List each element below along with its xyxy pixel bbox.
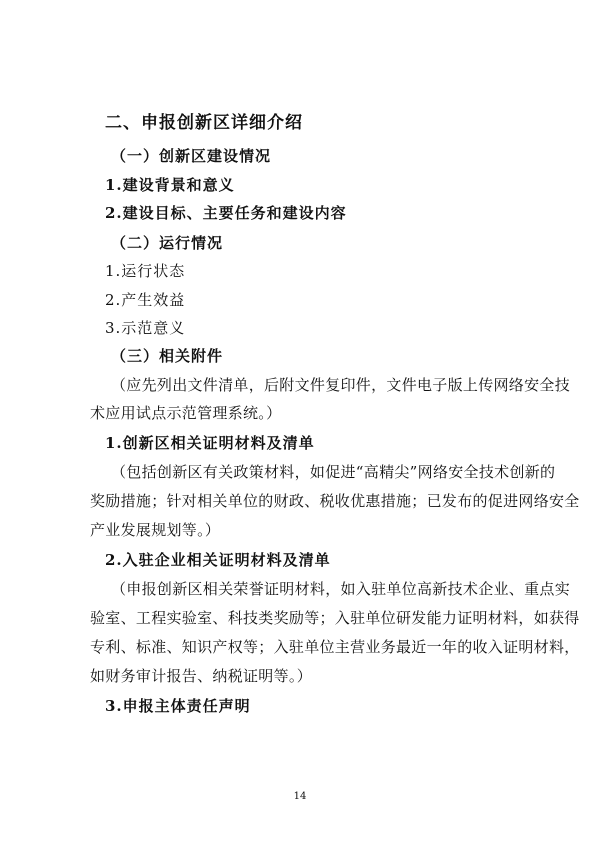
page-number: 14 bbox=[293, 791, 307, 802]
list-item: 3.示范意义 bbox=[105, 319, 186, 337]
paragraph-line: （应先列出文件清单，后附文件复印件，文件电子版上传网络安全技 bbox=[111, 376, 571, 394]
paragraph-line: 术应用试点示范管理系统。） bbox=[90, 404, 282, 422]
subsection-title-attachments: （三）相关附件 bbox=[111, 347, 224, 365]
paragraph-line: 产业发展规划等。） bbox=[90, 521, 221, 539]
list-item: 2.建设目标、主要任务和建设内容 bbox=[105, 204, 347, 222]
list-item: 2.产生效益 bbox=[105, 291, 186, 309]
paragraph-line: 验室、工程实验室、科技类奖励等；入驻单位研发能力证明材料，如获得 bbox=[90, 609, 580, 627]
subsection-title-construction: （一）创新区建设情况 bbox=[111, 147, 272, 165]
attachment-title-responsibility-statement: 3.申报主体责任声明 bbox=[105, 697, 251, 715]
paragraph-line: 奖励措施；针对相关单位的财政、税收优惠措施；已发布的促进网络安全 bbox=[90, 492, 580, 510]
paragraph-line: （申报创新区相关荣誉证明材料，如入驻单位高新技术企业、重点实 bbox=[111, 580, 571, 598]
list-item: 1.建设背景和意义 bbox=[105, 176, 235, 194]
attachment-title-enterprise-materials: 2.入驻企业相关证明材料及清单 bbox=[105, 551, 331, 569]
list-item: 1.运行状态 bbox=[105, 262, 186, 280]
paragraph-line: 专利、标准、知识产权等；入驻单位主营业务最近一年的收入证明材料， bbox=[90, 638, 580, 656]
section-heading: 二、申报创新区详细介绍 bbox=[105, 113, 303, 133]
paragraph-line: 如财务审计报告、纳税证明等。） bbox=[90, 667, 313, 685]
paragraph-line: （包括创新区有关政策材料，如促进“高精尖”网络安全技术创新的 bbox=[111, 463, 556, 481]
attachment-title-zone-materials: 1.创新区相关证明材料及清单 bbox=[105, 434, 315, 452]
subsection-title-operation: （二）运行情况 bbox=[111, 234, 224, 252]
